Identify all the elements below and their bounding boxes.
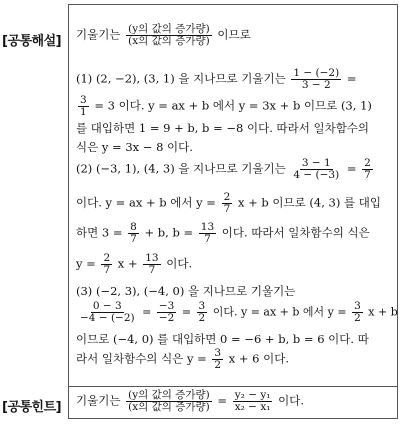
numerator: 3 − 1 [301, 157, 331, 169]
text: 이다. 따라서 일차함수의 식은 [221, 225, 370, 240]
section-divider [68, 386, 398, 387]
denominator: 2 [354, 312, 361, 324]
numerator: 3 [80, 94, 87, 106]
text: x + 6 이다. [228, 351, 290, 366]
solution-line-8 [76, 222, 370, 245]
numerator: 13 [145, 252, 159, 264]
text: x + b [368, 305, 398, 319]
text: 이다. [278, 393, 305, 408]
fraction [291, 68, 341, 91]
solution-line-13 [76, 348, 289, 371]
denominator: 7 [130, 233, 137, 245]
fraction [199, 222, 216, 245]
solution-line-1 [76, 24, 251, 47]
numerator: 3 [198, 300, 206, 312]
text: y = [76, 256, 96, 271]
solution-line-9 [76, 253, 192, 276]
denominator: (x의 값의 증가량) [128, 401, 210, 413]
solution-line-11 [76, 301, 398, 324]
numerator: 3 [354, 300, 361, 312]
solution-label: [공통해설] [2, 34, 62, 49]
solution-line-4: 를 대입하면 1 = 9 + b, b = −8 이다. 따라서 일차함수의 [76, 121, 370, 135]
solution-line-3 [76, 95, 372, 118]
fraction [197, 301, 208, 324]
text: = 3 이다. y = ax + b 에서 y = 3x + b 이므로 (3, 1) [94, 98, 372, 113]
fraction [128, 222, 139, 245]
denominator: 7 [223, 203, 231, 215]
solution-line-12: 이므로 (−4, 0) 를 대입하면 0 = −6 + b, b = 6 이다. 따 [76, 332, 369, 346]
numerator: 8 [130, 221, 137, 233]
fraction [212, 348, 223, 371]
numerator: (y의 값의 증가량) [128, 23, 210, 35]
text: + b, b = [144, 225, 194, 240]
hint-line [76, 390, 304, 413]
text: x + [117, 256, 138, 271]
numerator: 2 [103, 252, 111, 264]
fraction [126, 390, 212, 413]
text: 기울기는 [76, 27, 121, 42]
fraction [101, 253, 112, 276]
denominator: (x의 값의 증가량) [128, 35, 210, 47]
text: = [217, 393, 228, 408]
fraction [222, 192, 233, 215]
numerator: 3 [214, 347, 222, 359]
denominator: 3 − 2 [301, 79, 331, 91]
text: 하면 3 = [76, 225, 123, 240]
denominator: x₂ − x₁ [234, 401, 271, 413]
numerator: 2 [223, 191, 231, 203]
solution-line-10: (3) (−2, 3), (−4, 0) 을 지나므로 기울기는 [76, 284, 296, 298]
fraction [233, 390, 273, 413]
numerator: −3 [158, 300, 175, 312]
hint-label: [공통힌트] [2, 400, 62, 415]
numerator: 2 [364, 157, 371, 169]
text: = [181, 305, 192, 319]
numerator: y₂ − y₁ [234, 389, 271, 401]
solution-line-6 [76, 158, 375, 181]
solution-line-5: 식은 y = 3x − 8 이다. [76, 140, 193, 154]
text: = [346, 161, 357, 176]
denominator: 2 [214, 359, 222, 371]
numerator: 13 [200, 221, 215, 233]
denominator: 7 [364, 169, 371, 181]
text: 이므로 [217, 27, 251, 42]
fraction [143, 253, 160, 276]
text: = [346, 71, 357, 86]
text: 기울기는 [76, 393, 121, 408]
denominator: 7 [148, 264, 156, 276]
text: = [142, 305, 152, 319]
denominator: 4 − (−3) [293, 169, 340, 181]
denominator: 7 [204, 233, 211, 245]
fraction [78, 95, 89, 118]
text: (2) (−3, 1), (4, 3) 을 지나므로 기울기는 [76, 161, 286, 176]
text: 이다. [166, 256, 193, 271]
fraction [126, 24, 212, 47]
denominator: 2 [198, 312, 206, 324]
numerator: 1 − (−2) [293, 67, 340, 79]
numerator: 0 − 3 [92, 300, 122, 312]
numerator: (y의 값의 증가량) [128, 389, 210, 401]
denominator: 1 [80, 106, 87, 118]
solution-line-2 [76, 68, 356, 91]
text: (1) (2, −2), (3, 1) 을 지나므로 기울기는 [76, 71, 286, 86]
fraction [78, 301, 137, 324]
denominator: −2 [158, 312, 175, 324]
denominator: 7 [103, 264, 111, 276]
fraction [291, 158, 341, 181]
text: 이다. y = ax + b 에서 y = [212, 305, 347, 319]
denominator: −4 − (−2) [80, 312, 135, 324]
fraction [157, 301, 176, 324]
solution-line-7 [76, 192, 381, 215]
text: 라서 일차함수의 식은 y = [76, 351, 207, 366]
fraction [362, 158, 373, 181]
text: 이다. y = ax + b 에서 y = [76, 195, 216, 210]
text: x + b 이므로 (4, 3) 를 대입 [237, 195, 381, 210]
fraction [352, 301, 363, 324]
